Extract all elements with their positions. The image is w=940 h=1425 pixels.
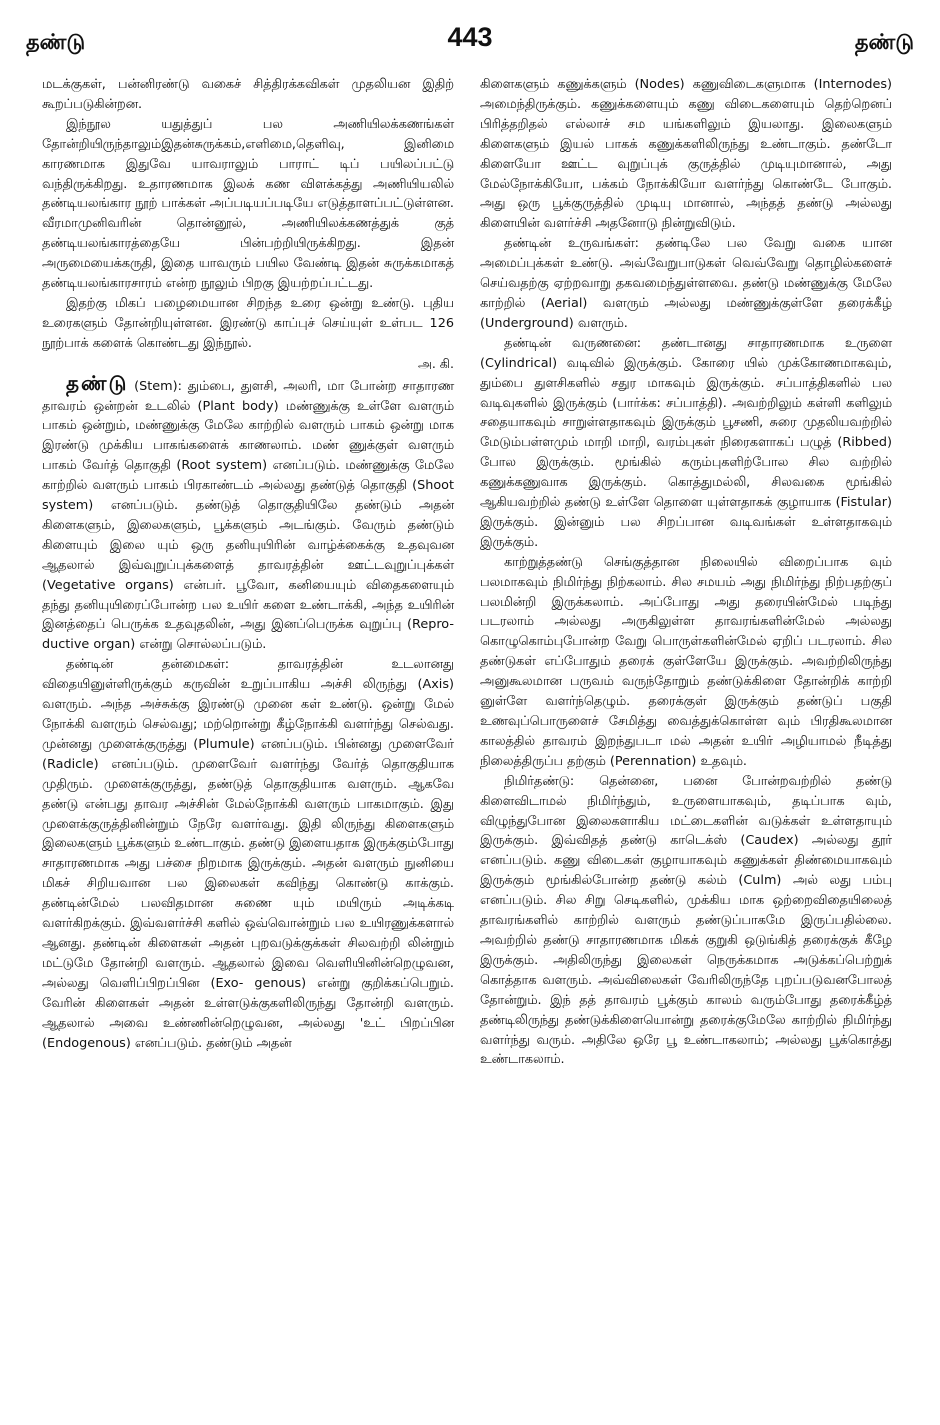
paragraph: இதற்கு மிகப் பழைமையான சிறந்த உரை ஒன்று உண்டு. புதிய உரைகளும் தோன்றியுள்ளன. இரண்டு காப்புச் செய்யுள் உள்பட 126 நூற்பாக் களைக் கொண்டது இந்நூல். bbox=[42, 295, 454, 351]
page-number: 443 bbox=[447, 22, 493, 52]
author-initials: அ. கி. bbox=[417, 355, 454, 371]
paragraph: தண்டின் தன்மைகள்: தாவரத்தின் உடலானது விதையினுள்ளிருக்கும் கருவின் உறுப்பாகிய அச்சி லிருந்து (Axis) வளரும். அந்த அச்சுக்கு இரண்டு முனை கள் உண்டு. ஒன்று மேல் நோக்கி வளரும் செல்வது; மற்றொன்று கீழ்நோக்கி வளர்ந்து செல்வது. முன்னது முளைக்குருத்து (Plumule) எனப்படும். பின்னது முளைவேர் (Radicle) எனப்படும். முளைவேர் வளர்ந்து வேர்த் தொகுதியாக முதிரும். முளைக்குருத்து, தண்டுத் தொகுதியாக வளரும். ஆகவே தண்டு என்பது தாவர அச்சின் மேல்நோக்கி வளரும் பாகமாகும். இது முளைக்குருத்தினின்றும் நேரே வளர்வது. இதி லிருந்து கிளைகளும் இலைகளும் பூக்களும் உண்டாகும். தண்டு இளையதாக இருக்கும்போது சாதாரணமாக அது பச்சை நிறமாக இருக்கும். அதன் வளரும் நுனியை மிகச் சிறியவான பல இலைகள் கவிந்து கொண்டு காக்கும். தண்டின்மேல் பலவிதமான சுணை யும் மயிரும் அடிக்கடி வளர்கிறக்கும். இவ்வளர்ச்சி களில் ஒவ்வொன்றும் பல உயிரணுக்களால் ஆனது. தண்டின் கிளைகள் அதன் புறவடுக்குக்கள் சிலவற்றி லின்றும் மட்டுமே தோன்றி வளரும். ஆதலால் இவை வெளியினின்றெழுவன, அல்லது வெளிப்பிறப்பின (Exo- genous) என்று குறிக்கப்பெறும். வேரின் கிளைகள் அதன் உள்ளடுக்குகளிலிருந்து தோன்றி வளரும். ஆதலால் அவை உண்ணின்றெழுவன, அல்லது 'உட் பிறப்பின (Endogenous) எனப்படும். தண்டும் அதன் bbox=[42, 657, 454, 1051]
paragraph: கிளைகளும் கணுக்களும் (Nodes) கணுவிடைகளுமாக (Internodes) அமைந்திருக்கும். கணுக்களையும் கணு விடைகளையும் தெற்றெனப் பிரித்தறிதல் எல்லாச் சம யங்களிலும் இயலாது. இலைகளும் கிளைகளும் இயல் பாகக் கணுக்களிலிருந்து உண்டாகும். தண்டோ கிளையோ ஊட்ட வுறுப்புக் குருத்தில் முடியுமானால், அது மேல்நோக்கியோ, பக்கம் நோக்கியோ வளர்ந்து கொண்டே போகும். அது ஒரு பூக்குருத்தில் முடியு மானால், அந்தத் தண்டு அல்லது கிளையின் வளர்ச்சி அதனோடு நின்றுவிடும். bbox=[480, 77, 892, 232]
left-column bbox=[42, 75, 454, 1053]
right-column bbox=[480, 75, 892, 1070]
paragraph: மடக்குகள், பன்னிரண்டு வகைச் சித்திரக்கவிகள் முதலியன இதிற் கூறப்படுகின்றன. bbox=[42, 77, 454, 112]
paragraph: தண்டின் உருவங்கள்: தண்டிலே பல வேறு வகை யான அமைப்புக்கள் உண்டு. அவ்வேறுபாடுகள் வெவ்வேறு தொழில்களைச் செய்வதற்கு ஏற்றவாறு தகவமைந்துள்ளவை. தண்டு மண்ணுக்கு மேலே காற்றில் (Aerial) வளரும் அல்லது மண்ணுக்குள்ளே தரைக்கீழ் (Underground) வளரும். bbox=[480, 236, 892, 331]
paragraph: தண்டின் வருணனை: தண்டானது சாதாரணமாக உருளை (Cylindrical) வடிவில் இருக்கும். கோரை யில் முக்கோணமாகவும், தும்பை துளசிகளில் சதுர மாகவும் இருக்கும். சப்பாத்திகளில் பல வடிவுகளில் இருக்கும் (பார்க்க: சப்பாத்தி). அவற்றிலும் கள்ளி களிலும் சதையாகவும் சாறுள்ளதாகவும் இருக்கும் பூசணி, சுரை முதலியவற்றில் மேடும்பள்ளமும் மாறி மாறி, வரம்புகள் நிரைகளாகப் பழுத் (Ribbed) போல இருக்கும். மூங்கில் கரும்புகளிற்போல சில வற்றில் கணுக்கணுவாக இருக்கும். கொத்துமல்லி, சிலவகை மூங்கில் ஆகியவற்றில் தண்டு உள்ளே தொளை யுள்ளதாகக் குழாயாக (Fistular) இருக்கும். இன்னும் பல சிறப்பான வடிவங்கள் உள்ளதாகவும் இருக்கும். bbox=[480, 335, 892, 550]
running-head-right: தண்டு bbox=[854, 30, 914, 54]
page-header bbox=[26, 22, 914, 66]
entry-text: (Stem): தும்பை, துளசி, அலரி, மா போன்ற சாதாரண தாவரம் ஒன்றன் உடலில் (Plant body) மண்ணுக்கு உள்ளே வளரும் பாகம் ஒன்றும், மண்ணுக்கு மேலே காற்றில் வளரும் பாகம் ஒன்று மாக இரண்டு முக்கிய பாகங்களைக் காணலாம். மண் ணுக்குள் வளரும் பாகம் வேர்த் தொகுதி (Root system) எனப்படும். மண்ணுக்கு மேலே காற்றில் வளரும் பாகம் பிரகாண்டம் அல்லது தண்டுத் தொகுதி (Shoot system) எனப்படும். தண்டுத் தொகுதியிலே தண்டும் அதன் கிளைகளும், இலைகளும், பூக்களும் அடங்கும். வேரும் தண்டும் கிளையும் இலை யும் ஒரு தனியுயிரின் வாழ்க்கைக்கு உதவுவன ஆதலால் இவ்வுறுப்புக்களைத் தாவரத்தின் ஊட்டவுறுப்புக்கள் (Vegetative organs) என்பர். பூவோ, கனியையும் விதைகளையும் தந்து தனியுயிரைப்போன்ற பல உயிர் களை உண்டாக்கி, அந்த உயிரின் இனத்தைப் பெருக்க உதவுதலின், அது இனப்பெருக்க வுறுப்பு (Repro- ductive organ) என்று சொல்லப்படும். bbox=[42, 378, 454, 653]
paragraph: நிமிர்தண்டு: தென்னை, பனை போன்றவற்றில் தண்டு கிளைவிடாமல் நிமிர்ந்தும், உருளையாகவும், தடிப்பாக வும், விழுந்துபோன இலைகளாகிய மட்டைகளின் வடுக்கள் உள்ளதாயும் இருக்கும். இவ்விதத் தண்டு காடெக்ஸ் (Caudex) அல்லது தூர் எனப்படும். கணு விடைகள் குழாயாகவும் கணுக்கள் திண்மையாகவும் இருக்கும் மூங்கில்போன்ற தண்டு கல்ம் (Culm) அல் லது பம்பு எனப்படும். சில சிறு செடிகளில், முக்கிய மாக ஒற்றைவிதையிலைத் தாவரங்களில் காற்றில் வளரும் தண்டுப்பாகமே இருப்பதில்லை. அவற்றில் தண்டு சாதாரணமாக மிகக் குறுகி ஒடுங்கித் தரைக்குக் கீழே இருக்கும். அதிலிருந்து இலைகள் நெருக்கமாக அடுக்கப்பெற்றுக் கொத்தாக வளரும். அவ்விலைகள் வேரிலிருந்தே புறப்படுவனபோலத் தோன்றும். இந் தத் தாவரம் பூக்கும் காலம் வரும்போது தரைக்கீழ்த் தண்டிலிருந்து தண்டுக்கிளையொன்று தரைக்குமேலே காற்றில் நிமிர்ந்து வளர்ந்து வரும். அதிலே ஒரே பூ உண்டாகலாம்; அல்லது பூக்கொத்து உண்டாகலாம். bbox=[480, 773, 892, 1068]
paragraph: இந்நூல யதுத்துப் பல அணியிலக்கணங்கள் தோன்றியிருந்தாலும்இதன்சுருக்கம்,எளிமை,தெளிவு, இனிமை காரணமாக இதுவே யாவராலும் பாராட் டிப் பயிலப்பட்டு வந்திருக்கிறது. உதாரணமாக இலக் கண விளக்கத்து அணியியலில் தண்டியலங்கார நூற் பாக்கள் அப்படியப்படியே எடுத்தாளப்பட்டுள்ளன. வீரமாமுனிவரின் தொன்னூல், அணியிலக்கணத்துக் குத் தண்டியலங்காரத்தையே பின்பற்றியிருக்கிறது. இதன் அருமையைக்கருதி, இதை யாவரும் பயில வேண்டி இதன் சுருக்கமாகத் தண்டியலங்காரசாரம் என்ற நூலும் பிறகு இயற்றப்பட்டது. bbox=[42, 116, 454, 292]
paragraph: காற்றுத்தண்டு செங்குத்தான நிலையில் விறைப்பாக வும் பலமாகவும் நிமிர்ந்து நிற்கலாம். சில சமயம் அது நிமிர்ந்து நிற்பதற்குப் பலமின்றி இருக்கலாம். அப்போது அது தரையின்மேல் படிந்து படரலாம் அல்லது அருகிலுள்ள தாவரங்களின்மேல் அல்லது கொழுகொம்புபோன்ற வேறு பொருள்களின்மேல் ஏறிப் படரலாம். சில தண்டுகள் எப்போதும் தரைக் குள்ளேயே இருக்கும். அவற்றிலிருந்து அனுகூலமான பருவம் வருந்தோறும் தண்டுக்கிளை தோன்றிக் காற்றி னுள்ளே வளர்ந்தெழும். தரைக்குள் இருக்கும் தண்டுப் பகுதி உணவுப்பொருளைச் சேமித்து வைத்துக்கொள்ள வும் பிரதிகூலமான காலத்தில் தாவரம் இறந்துபடா மல் அதன் உயிர் அழியாமல் நீடித்து நிலைத்திருப்ப தற்கும் (Perennation) உதவும். bbox=[480, 554, 892, 769]
running-head-left: தண்டு bbox=[26, 30, 86, 54]
entry-headword: தண்டு bbox=[66, 370, 129, 395]
entry-paragraph bbox=[42, 370, 454, 656]
